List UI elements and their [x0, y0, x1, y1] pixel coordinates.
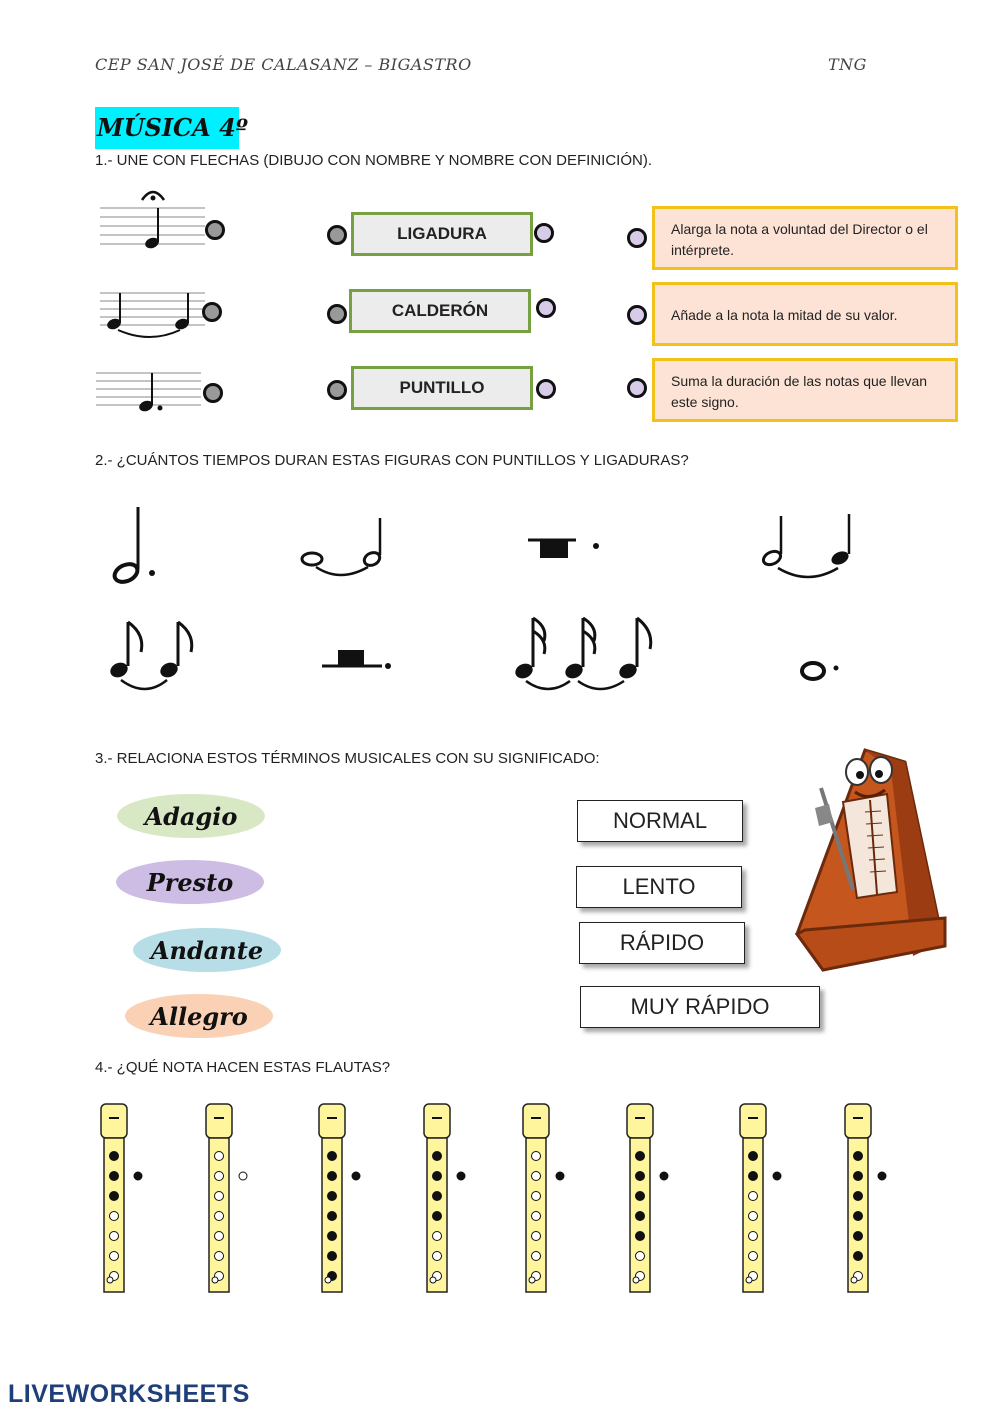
teacher-initials: TNG: [828, 55, 867, 74]
finger-hole: [749, 1172, 758, 1181]
thumb-hole: [660, 1172, 668, 1180]
finger-hole: [433, 1252, 442, 1261]
recorder-flute-icon: [627, 1104, 668, 1292]
finger-hole: [433, 1212, 442, 1221]
finger-hole: [215, 1232, 224, 1241]
finger-hole: [433, 1192, 442, 1201]
finger-hole: [636, 1152, 645, 1161]
meaning-rapido: RÁPIDO: [579, 922, 745, 964]
finger-hole: [328, 1252, 337, 1261]
finger-hole: [433, 1152, 442, 1161]
finger-hole: [854, 1252, 863, 1261]
definition-box-1: Alarga la nota a voluntad del Director o el intérprete.: [652, 206, 958, 270]
brand-text: LIVEWORKSHEETS: [8, 1380, 250, 1408]
question-2-prompt: 2.- ¿CUÁNTOS TIEMPOS DURAN ESTAS FIGURAS CON PUNTILLOS Y LIGADURAS?: [95, 452, 689, 469]
recorder-flute-icon: [424, 1104, 465, 1292]
finger-hole: [215, 1212, 224, 1221]
definition-box-2: Añade a la nota la mitad de su valor.: [652, 282, 958, 346]
finger-hole: [328, 1152, 337, 1161]
bell-hole: [430, 1277, 436, 1283]
term-andante: Andante: [133, 928, 281, 972]
name-box-puntillo: PUNTILLO: [351, 366, 533, 410]
term-adagio: Adagio: [117, 794, 265, 838]
recorder-flute-icon: [845, 1104, 886, 1292]
finger-hole: [854, 1192, 863, 1201]
meaning-normal: NORMAL: [577, 800, 743, 842]
finger-hole: [532, 1192, 541, 1201]
recorder-flute-icon: [740, 1104, 781, 1292]
meaning-lento: LENTO: [576, 866, 742, 908]
finger-hole: [110, 1152, 119, 1161]
bell-hole: [212, 1277, 218, 1283]
question-3-prompt: 3.- RELACIONA ESTOS TÉRMINOS MUSICALES CON SU SIGNIFICADO:: [95, 750, 600, 767]
meaning-muy-rapido: MUY RÁPIDO: [580, 986, 820, 1028]
finger-hole: [433, 1172, 442, 1181]
finger-hole: [749, 1232, 758, 1241]
finger-hole: [433, 1232, 442, 1241]
thumb-hole: [239, 1172, 247, 1180]
term-allegro: Allegro: [125, 994, 273, 1038]
bell-hole: [325, 1277, 331, 1283]
recorder-flute-icon: [319, 1104, 360, 1292]
finger-hole: [854, 1172, 863, 1181]
finger-hole: [749, 1152, 758, 1161]
page-title-text: MÚSICA 4º: [97, 113, 248, 142]
thumb-hole: [457, 1172, 465, 1180]
finger-hole: [110, 1232, 119, 1241]
thumb-hole: [773, 1172, 781, 1180]
thumb-hole: [878, 1172, 886, 1180]
bell-hole: [851, 1277, 857, 1283]
finger-hole: [532, 1172, 541, 1181]
question-1-prompt: 1.- UNE CON FLECHAS (DIBUJO CON NOMBRE Y NOMBRE CON DEFINICIÓN).: [95, 152, 652, 169]
definition-box-3: Suma la duración de las notas que llevan este signo.: [652, 358, 958, 422]
finger-hole: [328, 1192, 337, 1201]
question-4-prompt: 4.- ¿QUÉ NOTA HACEN ESTAS FLAUTAS?: [95, 1059, 391, 1076]
bell-hole: [107, 1277, 113, 1283]
finger-hole: [532, 1252, 541, 1261]
finger-hole: [110, 1192, 119, 1201]
finger-hole: [636, 1252, 645, 1261]
liveworksheets-logo: [8, 1380, 250, 1409]
finger-hole: [749, 1252, 758, 1261]
bell-hole: [633, 1277, 639, 1283]
finger-hole: [110, 1212, 119, 1221]
finger-hole: [854, 1212, 863, 1221]
finger-hole: [215, 1252, 224, 1261]
finger-hole: [636, 1172, 645, 1181]
finger-hole: [636, 1192, 645, 1201]
name-box-calderon: CALDERÓN: [349, 289, 531, 333]
finger-hole: [110, 1252, 119, 1261]
finger-hole: [854, 1152, 863, 1161]
recorder-flute-icon: [523, 1104, 564, 1292]
finger-hole: [328, 1172, 337, 1181]
finger-hole: [215, 1152, 224, 1161]
bell-hole: [746, 1277, 752, 1283]
finger-hole: [215, 1192, 224, 1201]
finger-hole: [749, 1212, 758, 1221]
recorder-flute-icon: [101, 1104, 142, 1292]
finger-hole: [636, 1232, 645, 1241]
recorder-flute-icon: [206, 1104, 247, 1292]
finger-hole: [532, 1212, 541, 1221]
finger-hole: [215, 1172, 224, 1181]
finger-hole: [328, 1212, 337, 1221]
finger-hole: [532, 1232, 541, 1241]
thumb-hole: [134, 1172, 142, 1180]
finger-hole: [636, 1212, 645, 1221]
finger-hole: [749, 1192, 758, 1201]
finger-hole: [532, 1152, 541, 1161]
term-presto: Presto: [116, 860, 264, 904]
finger-hole: [328, 1232, 337, 1241]
finger-hole: [854, 1232, 863, 1241]
thumb-hole: [556, 1172, 564, 1180]
finger-hole: [110, 1172, 119, 1181]
school-name: CEP SAN JOSÉ DE CALASANZ – BIGASTRO: [95, 55, 472, 74]
bell-hole: [529, 1277, 535, 1283]
thumb-hole: [352, 1172, 360, 1180]
name-box-ligadura: LIGADURA: [351, 212, 533, 256]
